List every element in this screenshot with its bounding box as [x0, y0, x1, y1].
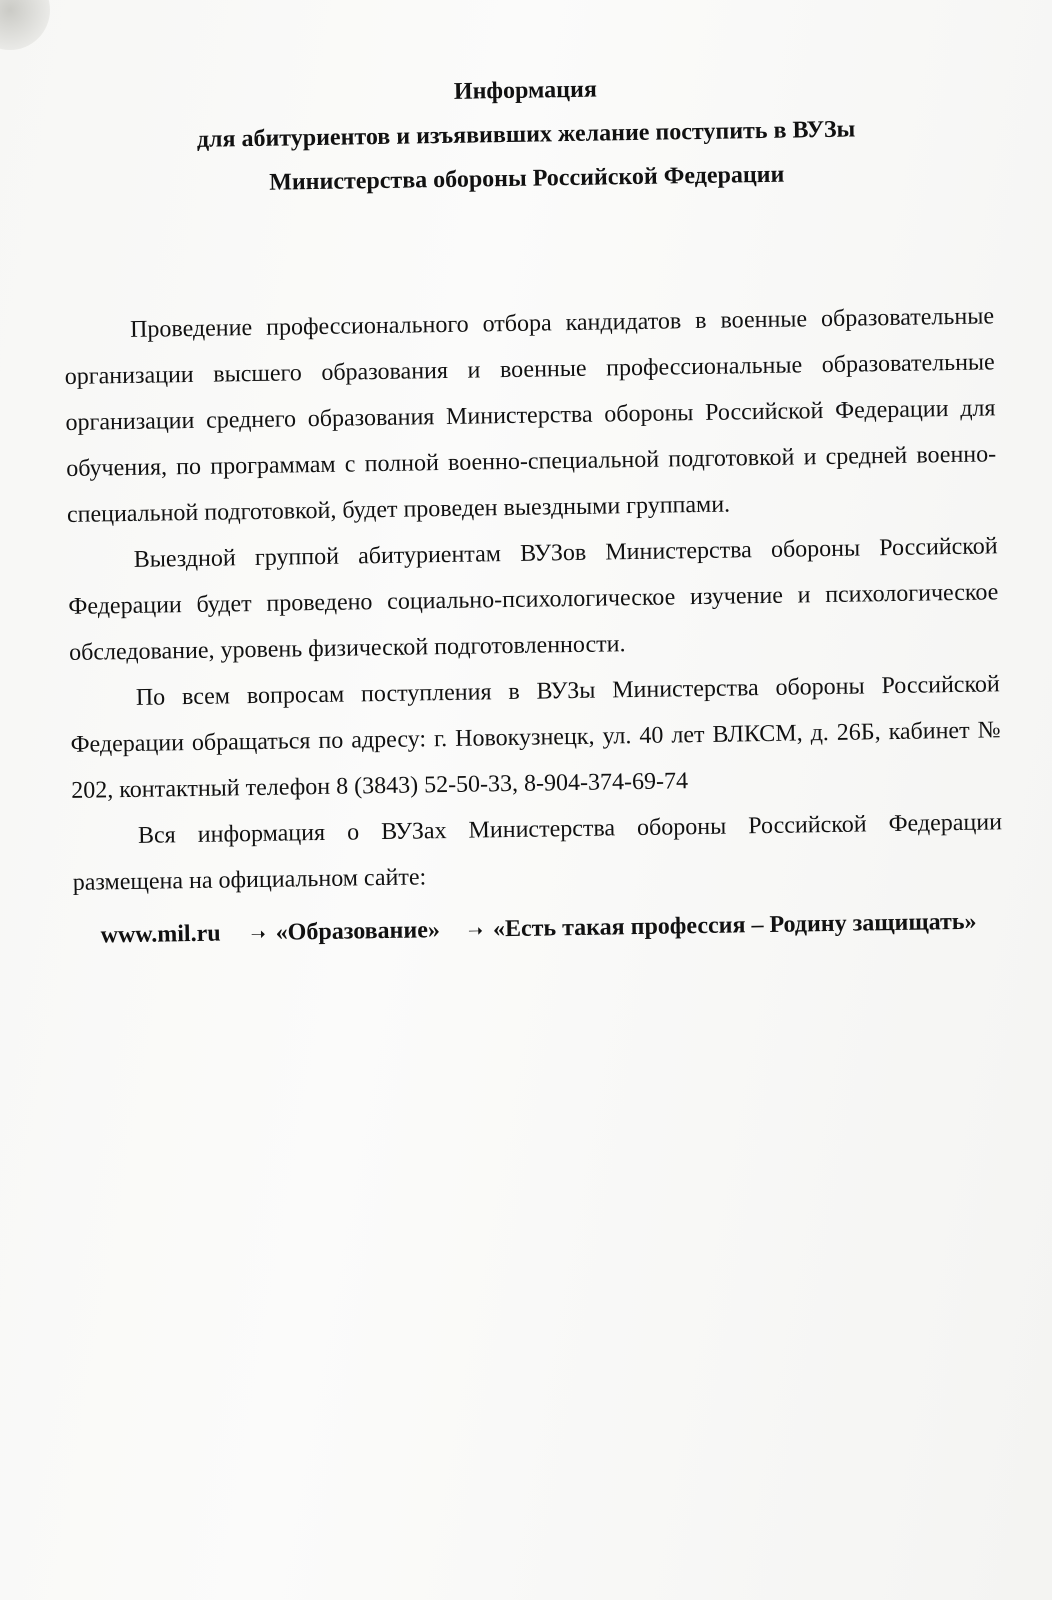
profession-page-link[interactable]: «Есть такая профессия – Родину защищать» [492, 908, 977, 943]
right-arrow-icon: ➝ [467, 920, 484, 941]
page-corner-shadow [0, 0, 50, 50]
paragraph-contacts: По всем вопросам поступления в ВУЗы Министерства обороны Российской Федерации обращаться по адресу: г. Новокузнецк, ул. 40 лет ВЛКСМ, д. 26Б, кабинет № 202, контактный телефон 8 (3843) 52-50-33, 8-904-374-69-74 [70, 671, 1001, 804]
document-title: Информация [453, 76, 598, 105]
site-link[interactable]: www.mil.ru [100, 920, 221, 949]
document-body [64, 293, 1004, 959]
website-navigation-path [73, 899, 1004, 959]
document-subtitle-ministry: Министерства обороны Российской Федерации [268, 161, 785, 196]
section-education-link[interactable]: «Образование» [275, 917, 441, 946]
paragraph-examination: Выездной группой абитуриентам ВУЗов Министерства обороны Российской Федерации будет проведено социально-психологическое изучение и психологическое обследование, уровень физической подготовленности. [68, 533, 999, 666]
right-arrow-icon: ➝ [250, 923, 266, 945]
paragraph-website: Вся информация о ВУЗах Министерства обороны Российской Федерации размещена на официальном сайте: [72, 809, 1003, 896]
document-content [60, 55, 1004, 958]
document-subtitle: для абитуриентов и изъявивших желание поступить в ВУЗы [196, 116, 856, 153]
paragraph-selection: Проведение профессионального отбора кандидатов в военные образовательные организации высшего образования и военные профессиональные образовательные организации среднего образования Министерства обороны Российской Федерации для обучения, по программам с полной военно-специальной подготовкой и средней военно-специальной подготовкой, будет проведен выездными группами. [64, 303, 997, 528]
